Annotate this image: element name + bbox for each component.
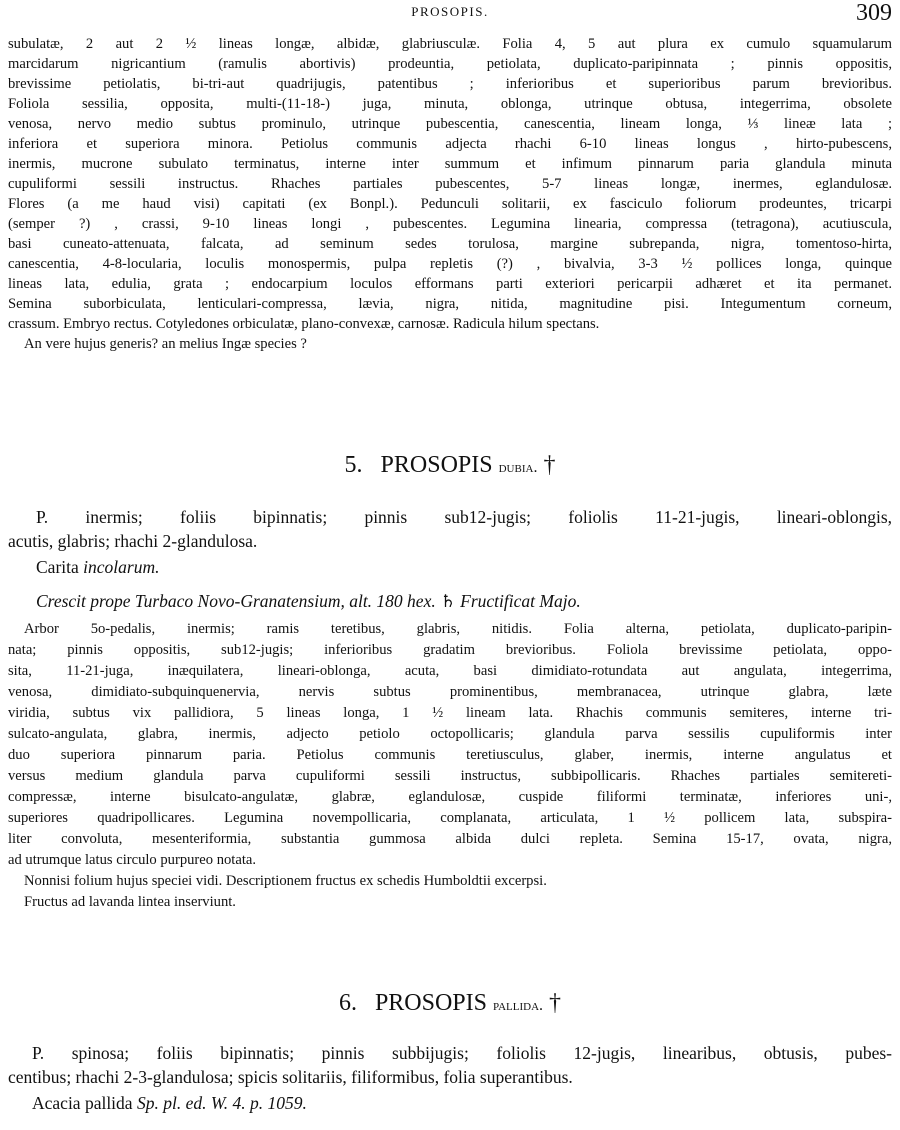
- vernacular-line: [36, 556, 892, 578]
- text-line: subulatæ, 2 aut 2 ½ lineas longæ, albidæ, glabriusculæ. Folia 4, 5 aut plura ex cumulo squamularum: [8, 36, 892, 52]
- diagnosis-line: P. inermis; foliis bipinnatis; pinnis sub12-jugis; foliolis 11-21-jugis, lineari-oblongis,: [36, 507, 892, 527]
- species-epithet: pallida.: [493, 997, 544, 1014]
- species-number: 6.: [338, 990, 357, 1016]
- diagnosis-line: centibus; rhachi 2-3-glandulosa; spicis solitariis, filiformibus, folia superantibus.: [8, 1067, 573, 1087]
- text-line: Semina suborbiculata, lenticulari-compressa, lævia, nigra, nitida, magnitudine pisi. Integumentum corneum,: [8, 296, 892, 312]
- text-line: venosa, dimidiato-subquinquenervia, nervis subtus prominentibus, membranacea, utrinque glabra, læte: [8, 684, 892, 700]
- vernacular-suffix: incolarum.: [83, 557, 160, 577]
- text-line: inferiora et superiora minora. Petiolus communis adjecta rhachi 6-10 lineas longus , hirto-pubescens,: [8, 136, 892, 152]
- note-line: Fructus ad lavanda lintea inserviunt.: [24, 894, 236, 910]
- synonym-reference: Sp. pl. ed. W. 4. p. 1059.: [136, 1093, 307, 1113]
- note-line: Nonnisi folium hujus speciei vidi. Descriptionem fructus ex schedis Humboldtii excerpsi.: [24, 873, 547, 889]
- page-number: 309: [856, 0, 892, 26]
- text-line: sita, 11-21-juga, inæquilatera, lineari-oblonga, acuta, basi dimidiato-rotundata aut angulata, integerrima,: [8, 663, 892, 679]
- text-line: superiores quadripollicares. Legumina novempollicaria, complanata, articulata, 1 ½ pollicem lata, subspira-: [8, 810, 892, 826]
- text-line: lineas lata, edulia, grata ; endocarpium loculos efformans parti exteriori pericarpii adhæret et ita permanet.: [8, 276, 892, 292]
- text-line: compressæ, interne bisulcato-angulatæ, glabræ, eglandulosæ, cuspide filiformi terminatæ, inferiores uni-,: [8, 789, 892, 805]
- diagnosis-line: acutis, glabris; rhachi 2-glandulosa.: [8, 531, 258, 551]
- species-genus: PROSOPIS: [374, 990, 487, 1016]
- text-line: canescentia, 4-8-locularia, loculis monospermis, pulpa repletis (?) , bivalvia, 3-3 ½ pollices longa, quinque: [8, 256, 892, 272]
- species-epithet: dubia.: [498, 459, 538, 476]
- dagger-mark: †: [549, 990, 562, 1016]
- running-title: PROSOPIS.: [411, 4, 489, 19]
- text-line: duo superiora pinnarum paria. Petiolus communis teretiusculus, glaber, inermis, interne angulatus et: [8, 747, 892, 763]
- species-heading: [0, 990, 900, 1017]
- text-line: basi cuneato-attenuata, falcata, ad seminum sedes torulosa, margine subrepanda, nigra, tomentoso-hirta,: [8, 236, 892, 252]
- text-line: sulcato-angulata, glabra, inermis, adjecto petiolo octopollicaris; glandula parva sessilis cupuliformis inter: [8, 726, 892, 742]
- text-line: liter convoluta, mesenteriformia, substantia gummosa albida dulci repleta. Semina 15-17, ovata, nigra,: [8, 831, 892, 847]
- text-line: nata; pinnis oppositis, sub12-jugis; inferioribus gradatim brevioribus. Foliola brevissime petiolata, oppo-: [8, 642, 892, 658]
- text-line: versus medium glandula parva cupuliformi sessili instructus, subbipollicaris. Rhaches partiales semitereti-: [8, 768, 892, 784]
- locality-line: Crescit prope Turbaco Novo-Granatensium, alt. 180 hex. ♄ Fructificat Majo.: [36, 591, 581, 611]
- synonym-name: Acacia pallida: [32, 1093, 133, 1113]
- text-line: Foliola sessilia, opposita, multi-(11-18-) juga, minuta, oblonga, utrinque obtusa, integerrima, obsolete: [8, 96, 892, 112]
- text-line: (semper ?) , crassi, 9-10 lineas longi , pubescentes. Legumina linearia, compressa (tetragona), acutiuscula,: [8, 216, 892, 232]
- note-line: An vere hujus generis? an melius Ingæ species ?: [24, 336, 307, 352]
- text-line: crassum. Embryo rectus. Cotyledones orbiculatæ, plano-convexæ, carnosæ. Radicula hilum spectans.: [8, 316, 600, 332]
- diagnosis-line: P. spinosa; foliis bipinnatis; pinnis subbijugis; foliolis 12-jugis, linearibus, obtusis, pubes-: [32, 1043, 892, 1063]
- species-number: 5.: [344, 452, 363, 478]
- dagger-mark: †: [543, 452, 556, 478]
- species-genus: PROSOPIS: [380, 452, 493, 478]
- text-line: venosa, nervo medio subtus prominulo, utrinque pubescentia, canescentia, lineam longa, ⅓ lineæ lata ;: [8, 116, 892, 132]
- species-heading: [0, 452, 900, 479]
- text-line: Flores (a me haud visi) capitati (ex Bonpl.). Pedunculi solitarii, ex fasciculo foliorum prodeuntes, tricarpi: [8, 196, 892, 212]
- synonym-line: [32, 1092, 892, 1114]
- text-line: marcidarum nigricantium (ramulis abortivis) prodeuntia, petiolata, duplicato-paripinnata ; pinnis oppositis,: [8, 56, 892, 72]
- text-line: inermis, mucrone subulato terminatus, interne inter summum et infimum pinnarum paria glandula minuta: [8, 156, 892, 172]
- text-line: ad utrumque latus circulo purpureo notata.: [8, 852, 257, 868]
- vernacular-name: Carita: [36, 557, 79, 577]
- text-line: viridia, subtus vix pallidiora, 5 lineas longa, 1 ½ lineam lata. Rhachis communis semiteres, interne tri-: [8, 705, 892, 721]
- text-line: brevissime petiolatis, bi-tri-aut quadrijugis, patentibus ; inferioribus et superioribus parum brevioribus.: [8, 76, 892, 92]
- text-line: cupuliformi sessili instructus. Rhaches partiales pubescentes, 5-7 lineas longæ, inermes, eglandulosæ.: [8, 176, 892, 192]
- text-line: Arbor 5o-pedalis, inermis; ramis teretibus, glabris, nitidis. Folia alterna, petiolata, duplicato-paripin-: [24, 621, 892, 637]
